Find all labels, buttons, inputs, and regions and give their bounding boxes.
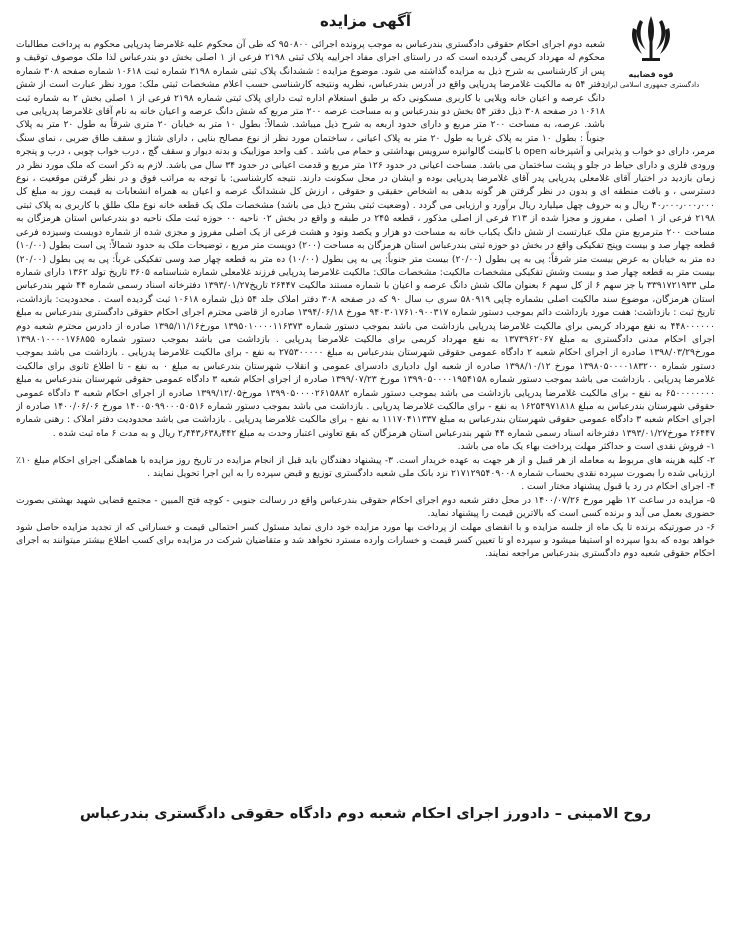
auction-term-item: ۴- اجرای احکام در رد یا قبول پیشنهاد مختار است . [521,481,715,493]
auction-term-item: ۵- مزایده در ساعت ۱۲ ظهر مورخ ۱۴۰۰/۰۷/۲۶ در محل دفتر شعبه دوم اجرای احکام حقوقی بندرعباس واقع در رسالت جنوبی - کوچه فتح المبین - مجتمع قضایی شهید بهشتی بصورت حضوری بعمل می آید و برنده کسی است که بالاترین قیمت را پیشنهاد نماید. [16,494,715,520]
auction-terms-list [16,440,715,561]
emblem-line-1: قوه قضاییه [628,70,674,79]
emblem-line-2: دادگستری جمهوری اسلامی ایران [602,81,700,89]
auction-term-item: ۱- فروش نقدی است و حداکثر مهلت پرداخت بهاء یک ماه می باشد. [457,441,715,453]
notice-title: آگهی مزایده [319,12,412,30]
notice-body [16,38,715,808]
notice-intro: شعبه دوم اجرای احکام حقوقی دادگستری بندرعباس به موجب پرونده اجرائی ۹۵۰۸۰۰ که طی آن محکوم علیه غلامرضا پدرپایی محکوم به پرداخت مطالبات محکوم له مهرداد کریمی گردیده است که در راستای اجرای مفاد اجراییه پلاک ثبتی ۲۱۹۸ فرعی از ۱ اصلی بخش دو بندرعباس لذا ملک موصوف توقیف و پس از کارشناسی به شرح ذیل به مزایده گذاشته می شود. موضوع مزایده : ششدانگ پلاک ثبتی شماره ۲۱۹۸ شماره ثبت ۱۰۶۱۸ شماره صفحه ۳۰۸ شماره دفتر ۵۴ به مالکیت غلامرضا پدرپایی واقع در آدرس بندرعباس، نظریه ونتیجه کارشناسی حسب اعلام مشخصات ثبتی ملک: مورد نظر عبارت است از شش دانگ عرصه و اعیان خانه ویلایی با کاربری مسکونی دکه بر طبق استعلام اداره ثبت دارای پلاک ثبتی شماره ۲۱۹۸ فرعی از ۱ اصلی بخش ۲ به شماره ثبت ۱۰۶۱۸ در صفحه ۳۰۸ ذیل دفتر ۵۴ بخش دو بندرعباس و به مساحت عرصه ۲۰۰ متر مربع که شش دانگ عرصه و اعیان خانه به نام آقای غلامرضا پدرپایی می باشد. عرصه، به مساحت ۲۰۰ متر مربع و دارای حدود اربعه به شرح ذیل میباشد. شمالاً: بطول ۱۰ متر به خیابان ۲۰ متری شرقاً به طول ۲۰ متر به پلاک جنوباً : بطول ۱۰ متر به پلاک غربا به طول ۲۰ متر به پلاک اعیانی ، ساختمان مورد نظر از نوع مصالح بنایی ، دارای شناژ و سقف طاق ضربی ، نمای سنگ مرمر، دارای دو خواب و پذیرایی و آشپزخانه open با کابینت گالوانیزه سرویس بهداشتی و حمام می باشد . کف واحد موزاییک و بدنه دیوار و سقف گچ ، درب خواب چوبی ، درب و پنجره ورودی فلزی و دارای حیاط در جلو و پشت ساختمان می باشد. مساحت اعیانی در حدود ۱۲۶ متر مربع و قدمت اعیانی در حدود ۳۴ سال می باشد. لازم به ذکر است که ملک مورد نظر در زمان بازدید در اختیار آقای غلامعلی پدرپایی پدر آقای غلامرضا پدرپایی بوده و ایشان در محل سکونت دارند. نتیجه کارشناسی: با توجه به مراتب فوق و در نظر گرفتن موقعیت ، نوع دسترسی ، و بافت منطقه ای و بدون در نظر گرفتن هر گونه بدهی به اشخاص حقیقی و حقوقی ، ارزش کل ششدانگ عرصه و اعیان به همراه انشعابات به قیمت روز به مبلغ کل ۴۰٫۰۰۰٫۰۰۰٫۰۰۰ ریال و به حروف چهل میلیارد ریال برآورد و ارزیابی می گردد . (وضعیت ثبتی بشرح ذیل می باشد) مشخصات ملک یک قطعه خانه نوع ملک طلق با کاربری به پلاک ثبتی ۲۱۹۸ فرعی از ۱ اصلی ، مفروز و مجزا شده از ۲۱۳ فرعی از اصلی مذکور ، قطعه ۲۴۵ در طبقه و واقع در بخش ۰۲ ناحیه ۰۰ حوزه ثبت ملک ناحیه دو بندرعباس استان هرمزگان به مساحت ۲۰۰ مترمربع متن ملک عبارتست از شش دانگ یکباب خانه به مساحت دو هزار و یکصد ونود و هشت فرعی از یک اصلی مفروز و مجزی شده از شماره دویست وسیزده فرعی قطعه چهار صد و بیست وپنج تفکیکی واقع در بخش دو حوزه ثبتی بندرعباس استان هرمزگان به مساحت (۲۰۰) دویست متر مربع ، توضیحات ملک به حدود شمالاً: پی است بطول (۱۰/۰۰) ده متر به خیابان به عرض بیست متر شرقاً: پی به پی بطول (۲۰/۰۰) بیست متر جنوباً: پی به پی بطول (۱۰/۰۰) ده متر به قطعه چهار صد وسی تفکیکی غرباً: پی به پی بطول (۲۰/۰۰) بیست متر به قطعه چهار صد و بیست وشش تفکیکی مشخصات مالکیت: مشخصات مالک: مالکیت غلامرضا پدرپایی فرزند غلامعلی شماره شناسنامه ۳۶۰۵ تاریخ تولد ۱۳۶۲ دارای شماره ملی ۳۳۹۱۷۲۱۹۳۳ با جز سهم ۶ از کل سهم ۶ بعنوان مالک شش دانگ عرصه و اعیان با شماره مستند مالکیت ۲۶۴۴۷ تاریخ۱۳۹۳/۰۱/۲۷ دفترخانه اسناد رسمی شماره ۴۴ شهر بندرعباس استان هرمزگان، موضوع سند مالکیت اصلی بشماره چاپی ۵۸۰۹۱۹ سری ب سال ۹۰ که در صفحه ۳۰۸ دفتر املاک جلد ۵۴ ذیل شماره ۱۰۶۱۸ ثبت گردیده است . محدودیت: بازداشت، تاریخ ثبت : بازداشت: هفت مورد بازداشت دائم بموجب دستور شماره ۹۴۰۳۰۱۷۶۱۰۹۰۰۳۱۷ مورخ ۱۳۹۴/۰۶/۱۸ صادره از قاضی محترم اجرای احکام حقوقی دادگستری بندرعباس به مبلغ ۴۴۸۰۰۰۰۰۰ به نفع مهرداد کریمی برای مالکیت غلامرضا پدرپایی بازداشت می باشد بموجب دستور شماره ۱۳۹۵۰۱۰۰۰۰۱۱۶۳۷۳ مورخ۱۳۹۵/۱۱/۱۶ صادره از دادرس محترم شعبه دوم اجرای احکام مدنی دادگستری به مبلغ ۱۳۷۳۹۶۲۰۶۷ به نفع مهرداد کریمی برای مالکیت غلامرضا پدرپایی . بازداشت می باشد بموجب دستور شماره ۱۳۹۸۰۱۰۰۰۰۱۷۶۸۵۵ مورخ۱۳۹۸/۰۳/۲۹ صادره از اجرای احکام شعبه ۲ دادگاه عمومی حقوقی شهرستان بندرعباس به مبلغ ۲۷۵۳۰۰۰۰۰ به نفع - برای مالکیت غلامرضا پدرپایی . بازداشت می باشد بموجب دستور شماره ۱۳۹۸۰۵۰۰۰۰۱۸۳۲۰۰ مورخ ۱۳۹۸/۱۰/۱۲ صادره از شعبه اول دادیاری دادسرای عمومی و انقلاب شهرستان بندرعباس به مبلغ ۰ به نفع - تا اطلاع ثانوی برای مالکیت غلامرضا پدرپایی . بازداشت می باشد بموجب دستور شماره ۱۳۹۹۰۵۰۰۰۰۱۹۵۴۱۵۸ مورخ ۱۳۹۹/۰۷/۲۳ صادره از اجرای احکام شعبه ۳ دادگاه عمومی حقوقی شهرستان بندرعباس به مبلغ ۶۵۰۰۰۰۰۰۰۰ به نفع - برای مالکیت غلامرضا پدرپایی بازداشت می باشد بموجب دستور شماره ۱۳۹۹۰۵۰۰۰۰۲۶۱۵۸۸۲ مورخ۱۳۹۹/۱۲/۰۵ صادره از اجرای احکام شعبه ۳ دادگاه عمومی حقوقی شهرستان بندرعباس به مبلغ ۱۶۲۵۴۹۷۱۸۱۸ به نفع - برای مالکیت غلامرضا پدرپایی . بازداشت می باشد بموجب دستور شماره ۱۴۰۰۵۰۹۹۰۰۰۵۰۵۱۶ مورخ ۱۴۰۰/۰۶/۰۶ صادره از اجرای احکام شعبه ۳ دادگاه عمومی حقوقی شهرستان بندرعباس به مبلغ ۱۱۱۷۰۴۱۱۳۳۷ به نفع - برای مالکیت غلامرضا پدرپایی . بازداشت می باشد محدودیت دفتر املاک : رهنی شماره ۲۶۴۴۷ مورخ۱۳۹۳/۰۱/۲۷ دفترخانه اسناد رسمی شماره ۴۴ شهر بندرعباس استان هرمزگان که بقع تعاونی اعتبار وحدت به مبلغ ۲٫۴۴۳٫۶۳۸٫۴۴۲ ریال و به مدت ۶ ماه ثبت شده . [16,39,715,439]
auction-term-item: ۲- کلیه هزینه های مربوط به معامله از هر قبیل و از هر جهت به عهده خریدار است. ۳- پیشنهاد دهندگان باید قبل از انجام مزایده در تاریخ روز مزایده با هماهنگی اجرای احکام مبلغ ۱۰٪ ارزیابی شده را بصورت سپرده نقدی بحساب شماره ۲۱۷۱۲۹۵۴۰۹۰۰۸ نزد بانک ملی شعبه دادگستری توزیع و قبض سپرده را به این اجرا تحویل نمایند . [16,454,715,479]
notice-signature: روح الامینی – دادورز اجرای احکام شعبه دوم دادگاه حقوقی دادگستری بندرعباس [79,806,652,822]
auction-term-item: ۶- در صورتیکه برنده تا یک ماه از جلسه مزایده و با انقضای مهلت از پرداخت بها مورد مزایده خود داری نماید مسئول کسر احتمالی قیمت و خساراتی که از تجدید مزایده حاصل شود خواهد بوده که بدوا سپرده او استیفا میشود و سپرده او تا تعیین کسر قیمت و خسارات وارده مسترد نخواهد شد و متقاضیان شرکت در مزایده برای کسب اطلاع بیشتر میتوانند به اجرای احکام حقوقی شعبه دوم دادگستری بندرعباس مراجعه نمایند. [16,521,715,560]
